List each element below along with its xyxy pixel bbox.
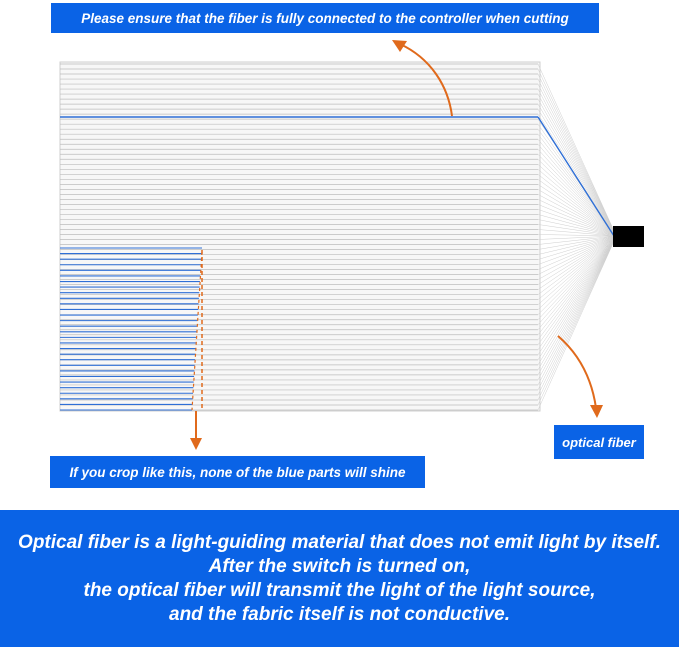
fan-fiber-line bbox=[538, 164, 614, 234]
info-line: After the switch is turned on, bbox=[208, 555, 471, 577]
fan-fiber-line bbox=[538, 74, 614, 231]
fan-fiber-line bbox=[538, 239, 614, 340]
fan-fiber-line bbox=[538, 241, 614, 390]
fan-fiber-line bbox=[538, 104, 614, 232]
arrow-head-fiber bbox=[590, 405, 603, 418]
arrow-to-fiber-label bbox=[558, 336, 596, 408]
fan-fiber-line bbox=[538, 89, 614, 231]
fan-fiber-line bbox=[538, 169, 614, 234]
fan-fiber-line bbox=[538, 94, 614, 232]
fiber-fan-out bbox=[538, 64, 614, 410]
top-callout: Please ensure that the fiber is fully connected to the controller when cutting bbox=[51, 3, 599, 33]
fan-fiber-line bbox=[538, 64, 614, 231]
fan-fiber-line bbox=[538, 240, 614, 370]
fan-fiber-line bbox=[538, 236, 614, 244]
fan-fiber-line bbox=[538, 241, 614, 410]
fan-fiber-line bbox=[538, 240, 614, 384]
info-line: the optical fiber will transmit the light of the light source, bbox=[83, 579, 596, 601]
fan-fiber-line bbox=[538, 149, 614, 233]
fan-fiber-line bbox=[538, 124, 614, 232]
arrow-head-bottom bbox=[190, 438, 202, 450]
info-line: Optical fiber is a light-guiding material that does not emit light by itself. bbox=[18, 531, 661, 553]
fan-fiber-line bbox=[538, 241, 614, 405]
bottom-callout: If you crop like this, none of the blue parts will shine bbox=[50, 456, 425, 488]
optical-fiber-callout: optical fiber bbox=[554, 425, 644, 459]
fan-fiber-line bbox=[538, 238, 614, 310]
fan-fiber-line bbox=[538, 240, 614, 355]
fan-fiber-line bbox=[538, 240, 614, 360]
fan-fiber-line bbox=[538, 239, 614, 345]
fan-fiber-line bbox=[538, 239, 614, 330]
blue-fiber-highlight-fan bbox=[538, 117, 614, 236]
fan-fiber-line bbox=[538, 238, 614, 314]
fan-fiber-line bbox=[538, 79, 614, 231]
info-line: and the fabric itself is not conductive. bbox=[169, 603, 510, 625]
light-source-connector bbox=[613, 226, 644, 247]
info-banner bbox=[0, 510, 679, 647]
